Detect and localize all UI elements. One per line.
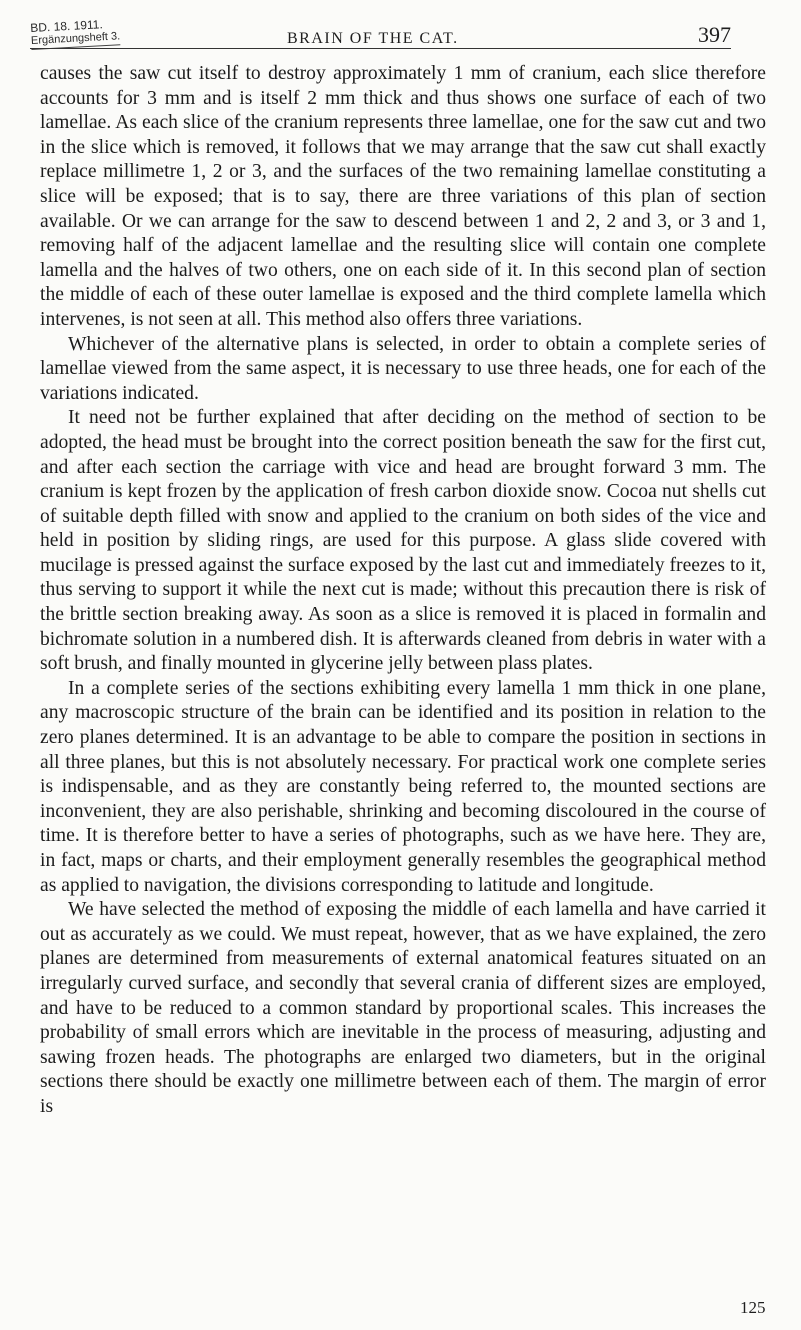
paragraph-2: Whichever of the alternative plans is selected, in order to obtain a complete series of lamellae viewed from the same aspect, it is necessary to use three heads, one for each of the variations indicated. <box>40 333 766 404</box>
body-text <box>40 62 766 1120</box>
stamp-line-2: Ergänzungsheft 3. <box>31 30 121 50</box>
signature-mark: 125 <box>740 1298 766 1317</box>
paragraph-5: We have selected the method of exposing the middle of each lamella and have carried it out as accurately as we could. We must repeat, however, that as we have explained, the zero planes are determined from measurements of external anatomical features situated on an irregularly curved surface, and secondly that several crania of different sizes are employed, and have to be reduced to a common standard by proportional scales. This increases the probability of small errors which are inevitable in the process of measuring, adjusting and sawing frozen heads. The photographs are enlarged two diameters, but in the original sections there should be exactly one millimetre between each of them. The margin of error is <box>40 899 766 1117</box>
stamp-line-1: BD. 18. 1911. <box>29 17 104 35</box>
header-rule <box>30 48 731 49</box>
paragraph-1: causes the saw cut itself to destroy approximately 1 mm of cranium, each slice therefore accounts for 3 mm and is itself 2 mm thick and thus shows one surface of each of two lamellae. As each slice of the cranium represents three lamellae, one for the saw cut and two in the slice which is removed, it follows that we may arrange that the saw cut shall exactly replace millimetre 1, 2 or 3, and the surfaces of the two remaining lamellae constituting a slice will be exposed; that is to say, there are three variations of this plan of section available. Or we can arrange for the saw to descend between 1 and 2, 2 and 3, or 3 and 1, removing half of the adjacent lamellae and the resulting slice will contain one complete lamella and the halves of two others, one on each side of it. In this second plan of section the middle of each of these outer lamellae is exposed and the third complete lamella which intervenes, is not seen at all. This method also offers three variations. <box>40 63 766 330</box>
library-stamp <box>30 17 121 50</box>
page-header <box>30 14 731 64</box>
running-title: BRAIN OF THE CAT. <box>287 30 459 47</box>
page-number: 397 <box>698 22 731 47</box>
paragraph-4: In a complete series of the sections exhibiting every lamella 1 mm thick in one plane, any macroscopic structure of the brain can be identified and its position in relation to the zero planes determined. It is an advantage to be able to compare the position in sections in all three planes, but this is not absolutely necessary. For practical work one complete series is indispensable, and as they are constantly being referred to, the mounted sections are inconvenient, they are also perishable, shrinking and becoming discoloured in the course of time. It is therefore better to have a series of photographs, such as we have here. They are, in fact, maps or charts, and their employment generally resembles the geographical method as applied to navigation, the divisions corresponding to latitude and longitude. <box>40 677 766 896</box>
paragraph-3: It need not be further explained that after deciding on the method of section to be adopted, the head must be brought into the correct position beneath the saw for the first cut, and after each section the carriage with vice and head are brought forward 3 mm. The cranium is kept frozen by the application of fresh carbon dioxide snow. Cocoa nut shells cut of suitable depth filled with snow and applied to the cranium on both sides of the vice and held in position by sliding rings, are used for this purpose. A glass slide covered with mucilage is pressed against the surface exposed by the last cut and immediately freezes to it, thus serving to support it while the next cut is made; without this precaution there is risk of the brittle section breaking away. As soon as a slice is removed it is placed in formalin and bichromate solution in a numbered dish. It is afterwards cleaned from debris in water with a soft brush, and finally mounted in glycerine jelly between plass plates. <box>40 407 766 675</box>
